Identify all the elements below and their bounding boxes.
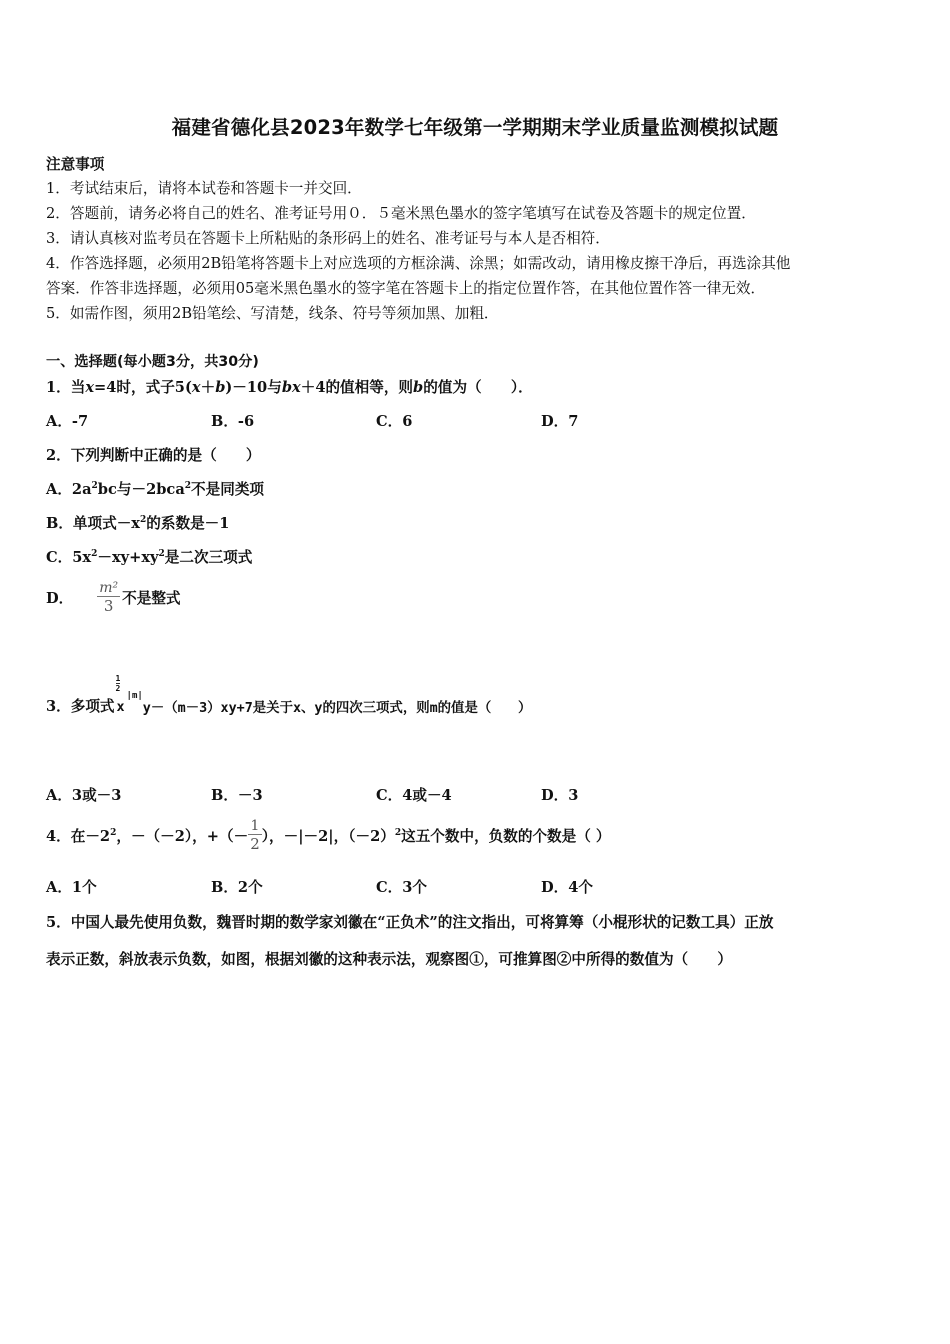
question-2-option-d: D． $\frac{\text{m²}}{3}$ 不是整式 xyxy=(46,580,181,615)
question-3-option-b: B．－3 xyxy=(211,787,263,804)
question-1-option-c: C．6 xyxy=(376,413,413,430)
question-1-option-a: A．-7 xyxy=(46,413,89,430)
question-2-option-c: C．$5x^2-xy+xy^2$是二次三项式 xyxy=(46,549,253,566)
question-5-stem-line1: 5．中国人最先使用负数，魏晋时期的数学家刘徽在“正负术”的注文指出，可将算筹（小棍形状的记数工具）正放 xyxy=(46,914,774,931)
question-4-option-d: D．4个 xyxy=(541,879,593,896)
question-4-stem: 4．在$-2^2$，－（－2），+（－ $\frac{1}{2}$ ），－|－2|，$(-2)^2$这五个数中，负数的个数是（ ） xyxy=(46,818,611,853)
section-heading: 一、选择题(每小题3分，共30分) xyxy=(46,354,259,370)
question-2-stem: 2．下列判断中正确的是（ ） xyxy=(46,447,261,464)
question-1-option-d: D．7 xyxy=(541,413,579,430)
question-4-option-a: A．1个 xyxy=(46,879,97,896)
notice-item: 5．如需作图，须用2B铅笔绘、写清楚，线条、符号等须加黑、加粗． xyxy=(46,305,499,322)
question-1-option-b: B．-6 xyxy=(211,413,255,430)
exponent-fraction: $\frac{1}{2}$ x xyxy=(115,674,125,715)
question-5-stem-line2: 表示正数，斜放表示负数，如图，根据刘徽的这种表示法，观察图①，可推算图②中所得的数值为（ ） xyxy=(46,951,732,968)
notice-item: 2．答题前，请务必将自己的姓名、准考证号用０．５毫米黑色墨水的签字笔填写在试卷及答题卡的规定位置． xyxy=(46,205,756,222)
question-2-option-a: A．$2a^2bc$与－2bca$^2$不是同类项 xyxy=(46,481,265,498)
notice-item: 答案．作答非选择题，必须用05毫米黑色墨水的签字笔在答题卡上的指定位置作答，在其他位置作答一律无效． xyxy=(46,280,766,297)
notice-item: 1．考试结束后，请将本试卷和答题卡一并交回． xyxy=(46,180,362,197)
notice-item: 4．作答选择题，必须用2B铅笔将答题卡上对应选项的方框涂满、涂黑；如需改动，请用橡皮擦干净后，再选涂其他 xyxy=(46,255,791,272)
question-4-option-b: B．2个 xyxy=(211,879,263,896)
fraction-m2-over-3: $\frac{\text{m²}}{3}$ xyxy=(99,580,119,615)
fraction-1-over-2: $\frac{1}{2}$ xyxy=(250,818,260,853)
page-title: 福建省德化县2023年数学七年级第一学期期末学业质量监测模拟试题 xyxy=(171,116,779,139)
question-3-option-a: A．3或－3 xyxy=(46,787,122,804)
question-3-stem: 3．多项式 $\frac{1}{2}$ x $^{|m|}$y－（m－3）xy+7是关于x、y的四次三项式，则m的值是（ ） xyxy=(46,674,532,716)
question-3-option-c: C．4或－4 xyxy=(376,787,452,804)
notice-heading: 注意事项 xyxy=(46,156,105,173)
notice-item: 3．请认真核对监考员在答题卡上所粘贴的条形码上的姓名、准考证号与本人是否相符． xyxy=(46,230,610,247)
question-1-stem: 1．当x=4时，式子5(x＋b)－10与bx＋4的值相等，则b的值为（ ）． xyxy=(46,379,533,396)
question-4-option-c: C．3个 xyxy=(376,879,427,896)
question-3-option-d: D．3 xyxy=(541,787,579,804)
question-2-option-b: B．单项式$-x^2$的系数是－1 xyxy=(46,515,230,532)
